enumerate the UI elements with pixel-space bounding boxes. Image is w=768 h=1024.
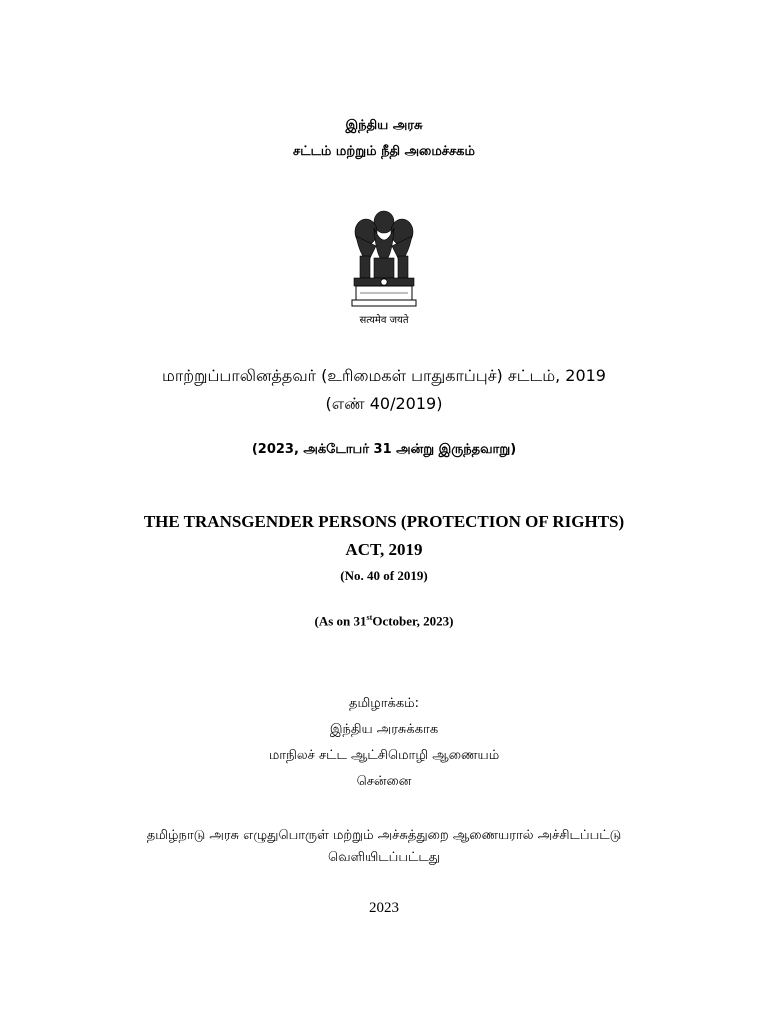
english-act-number: (No. 40 of 2019) <box>340 568 428 583</box>
english-act-title: THE TRANSGENDER PERSONS (PROTECTION OF RIGHTS) <box>143 512 625 531</box>
tamil-act-number: (எண் 40/2019) <box>325 394 443 413</box>
publication-year: 2023 <box>369 900 399 916</box>
ministry-heading: சட்டம் மற்றும் நீதி அமைச்சகம் <box>293 144 475 159</box>
state-emblem-of-india-icon <box>346 206 422 314</box>
emblem-motto: सत्यमेव जयते <box>359 315 409 326</box>
translation-commission: மாநிலச் சட்ட ஆட்சிமொழி ஆணையம் <box>268 748 500 763</box>
english-as-on-date: (As on 31stOctober, 2023) <box>314 613 454 629</box>
printer-published: வெளியிடப்பட்டது <box>328 850 440 865</box>
tamil-as-on-date: (2023, அக்டோபர் 31 அன்று இருந்தவாறு) <box>251 442 517 457</box>
translation-label: தமிழாக்கம்: <box>349 696 419 711</box>
printer-statement: தமிழ்நாடு அரசு எழுதுபொருள் மற்றும் அச்சுத்துறை ஆணையரால் அச்சிடப்பட்டு <box>146 828 622 843</box>
english-act-year: ACT, 2019 <box>345 540 423 559</box>
translation-city: சென்னை <box>356 774 412 789</box>
government-heading: இந்திய அரசு <box>345 118 423 133</box>
translation-for-government: இந்திய அரசுக்காக <box>329 722 439 737</box>
tamil-act-title: மாற்றுப்பாலினத்தவர் (உரிமைகள் பாதுகாப்புச்) சட்டம், 2019 <box>162 366 606 385</box>
